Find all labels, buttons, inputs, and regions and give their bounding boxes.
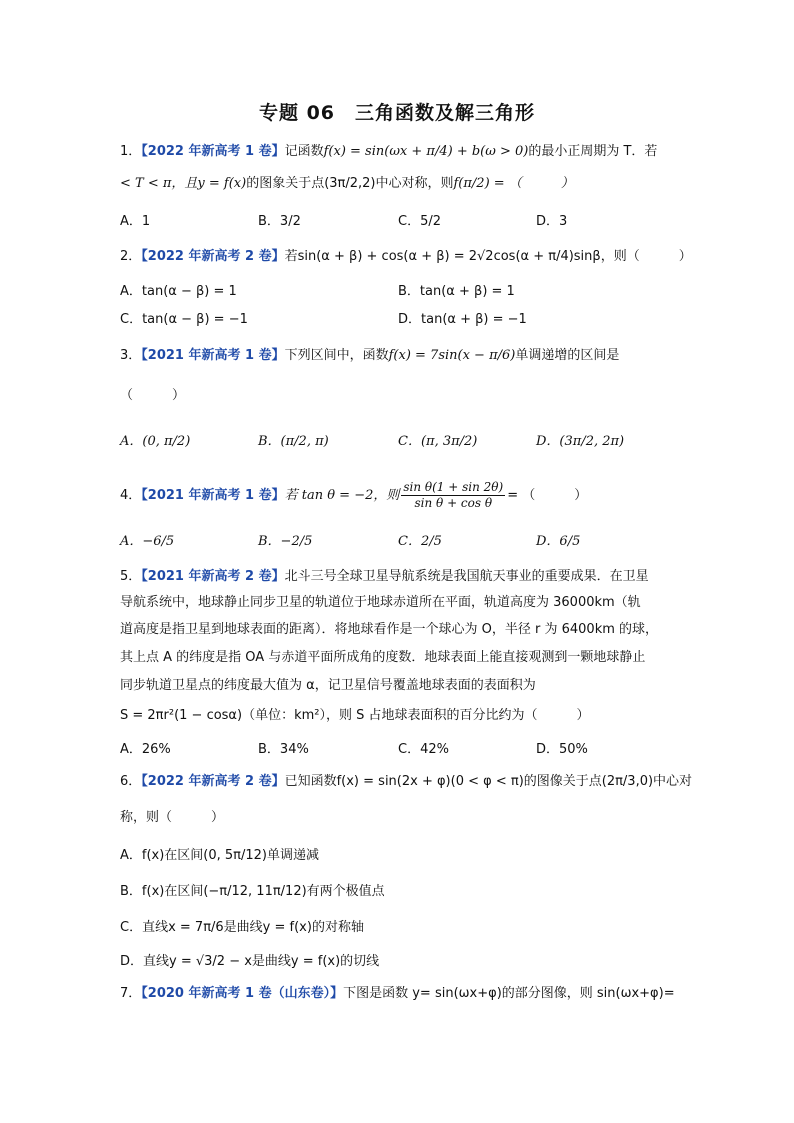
question-text: 记函数 [284,144,324,159]
question-number: 6． [120,774,142,789]
option-b: B．tan(α + β) = 1 [398,284,515,299]
question-1-line-2 [120,174,574,194]
question-5-line-2: 导航系统中，地球静止同步卫星的轨道位于地球赤道所在平面，轨道高度为 36000km（轨 [120,595,641,610]
question-formula: f(x) = sin(ωx + π/4) + b(ω > 0) [323,144,529,159]
option-a: A．1 [120,214,151,229]
option-b: B．34% [258,742,309,757]
question-5-line-3: 道高度是指卫星到地球表面的距离）．将地球看作是一个球心为 O，半径 r 为 6400km 的球， [120,622,659,637]
question-5-line-5: 同步轨道卫星点的纬度最大值为 α，记卫星信号覆盖地球表面的表面积为 [120,678,536,693]
option-c: C．42% [398,742,449,757]
option-d: D．6/5 [536,534,581,549]
question-number: 5． [120,569,142,584]
option-c: C．(π, 3π/2) [398,434,478,449]
question-3-line-1 [120,346,619,366]
question-5-line-6: S = 2πr²(1 − cosα)（单位：km²），则 S 占地球表面积的百分比约为（ ） [120,708,590,723]
option-b: B．−2/5 [258,534,313,549]
option-a: A．(0, π/2) [120,434,191,449]
fraction-denominator: sin θ + cos θ [414,496,493,510]
question-formula: y = f(x) [197,176,247,191]
option-b: B．3/2 [258,214,301,229]
question-number: 1． [120,144,142,159]
question-text: 的图象关于点(3π/2,2)中心对称，则 [246,176,454,191]
option-a: A．f(x)在区间(0, 5π/12)单调递减 [120,848,320,863]
option-d: D．50% [536,742,588,757]
question-source: 【2021 年新高考 2 卷】 [141,569,285,584]
question-text: 已知函数f(x) = sin(2x + φ)(0 < φ < π)的图像关于点(2π/3,0)中心对 [284,774,693,789]
option-d: D．tan(α + β) = −1 [398,312,527,327]
question-formula: f(π/2) = （ ） [453,176,574,191]
question-source: 【2020 年新高考 1 卷（山东卷）】 [141,986,344,1001]
question-5-line-1 [120,567,649,587]
question-7-line-1 [120,984,675,1004]
question-number: 3． [120,348,142,363]
option-a: A．−6/5 [120,534,175,549]
question-5-line-4: 其上点 A 的纬度是指 OA 与赤道平面所成角的度数．地球表面上能直接观测到一颗地球静止 [120,650,646,665]
option-b: B．f(x)在区间(−π/12, 11π/12)有两个极值点 [120,884,385,899]
question-text: 下图是函数 y= sin(ωx+φ)的部分图像，则 sin(ωx+φ)= [343,986,675,1001]
option-a: A．tan(α − β) = 1 [120,284,237,299]
option-d: D．直线y = √3/2 − x是曲线y = f(x)的切线 [120,954,380,969]
question-source: 【2022 年新高考 2 卷】 [141,774,285,789]
option-a: A．26% [120,742,171,757]
option-d: D．3 [536,214,568,229]
page-title: 专题 06 三角函数及解三角形 [258,102,536,124]
question-text: 北斗三号全球卫星导航系统是我国航天事业的重要成果．在卫星 [284,569,649,584]
question-text: 的最小正周期为 T．若 [528,144,658,159]
option-b: B．(π/2, π) [258,434,329,449]
question-6-line-1 [120,772,692,792]
fraction-numerator: sin θ(1 + sin 2θ) [403,480,504,494]
option-c: C．tan(α − β) = −1 [120,312,248,327]
question-6-line-2: 称，则（ ） [120,810,225,825]
question-2-line-1 [120,247,692,267]
question-text: 若sin(α + β) + cos(α + β) = 2√2cos(α + π/4)sinβ，则（ ） [284,249,692,264]
option-c: C．5/2 [398,214,441,229]
question-text: 单调递增的区间是 [515,348,620,363]
question-source: 【2022 年新高考 1 卷】 [141,144,285,159]
question-number: 7． [120,986,142,1001]
question-4-line-1 [120,480,587,511]
option-d: D．(3π/2, 2π) [536,434,625,449]
option-c: C．直线x = 7π/6是曲线y = f(x)的对称轴 [120,920,364,935]
question-source: 【2021 年新高考 1 卷】 [141,348,285,363]
question-source: 【2022 年新高考 2 卷】 [141,249,285,264]
question-1-line-1 [120,142,657,162]
question-text: 下列区间中，函数 [284,348,389,363]
option-c: C．2/5 [398,534,442,549]
question-source: 【2021 年新高考 1 卷】 [141,488,285,503]
question-number: 4． [120,488,142,503]
question-text: = （ ） [507,488,588,503]
question-3-blank: （ ） [120,388,186,403]
question-text: < T < π，且 [120,176,198,191]
question-formula: f(x) = 7sin(x − π/6) [388,348,516,363]
question-number: 2． [120,249,142,264]
question-text: 若 tan θ = −2，则 [284,488,400,503]
fraction-expression [401,480,505,511]
